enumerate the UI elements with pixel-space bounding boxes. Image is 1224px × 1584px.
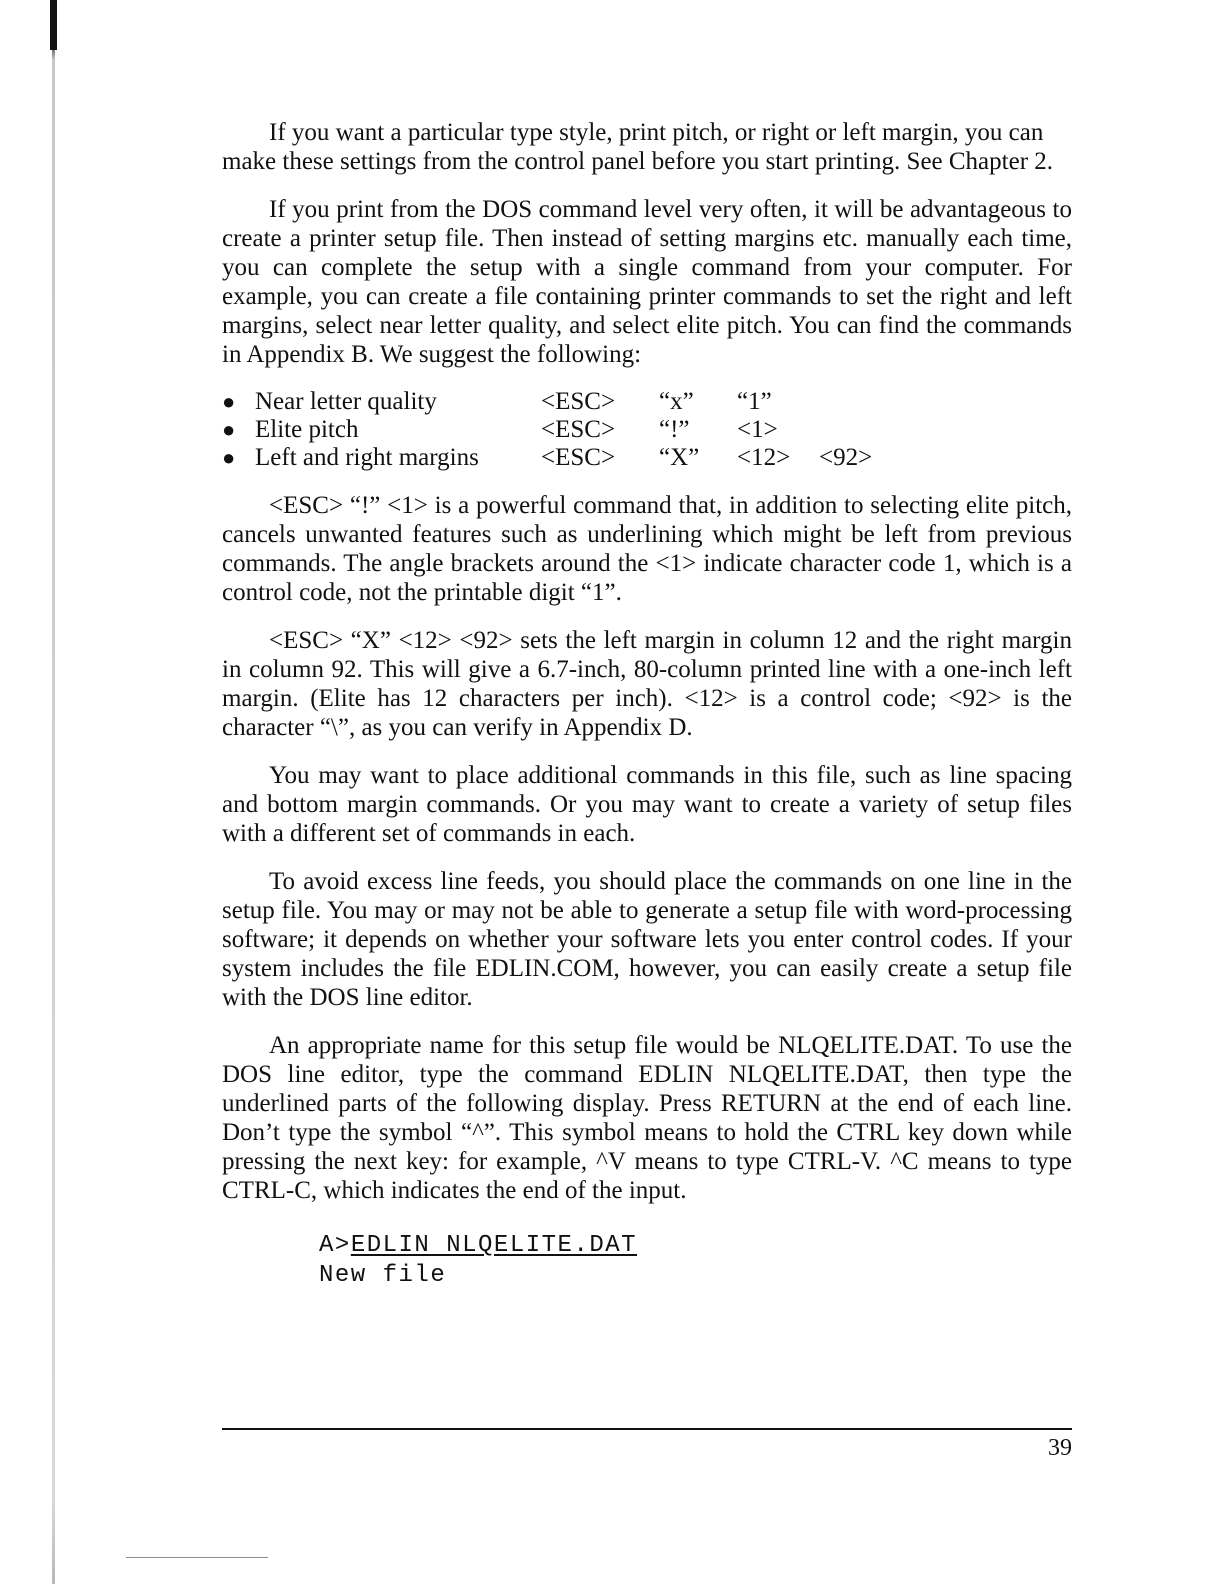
setting-code: “x” (659, 388, 694, 415)
settings-list (222, 388, 1072, 472)
setting-code: <1> (737, 416, 778, 443)
footer-rule (222, 1428, 1072, 1430)
paragraph-type-style: If you want a particular type style, print pitch, or right or left margin, you can make these settings from the control panel before you start printing. See Chapter 2. (222, 119, 1054, 175)
list-item (222, 416, 1072, 444)
bullet-icon: ● (222, 445, 236, 470)
setting-code: “X” (659, 444, 700, 471)
binding-edge (52, 0, 55, 1584)
response-line: New file (319, 1262, 447, 1289)
list-item (222, 388, 1072, 416)
scan-edge-line (126, 1557, 268, 1558)
paragraph-edlin-instructions: An appropriate name for this setup file would be NLQELITE.DAT. To use the DOS line editor, type the command EDLIN NLQELITE.DAT, then type the underlined parts of the following display. Press RETURN at the end of each line. Don’t type the symbol “^”. This symbol means to hold the CTRL key down while pressing the next key: for example, ^V means to type CTRL-V. ^C means to type CTRL-C, which indicates the end of the input. (222, 1032, 1072, 1204)
setting-code (819, 388, 899, 416)
page-number: 39 (1048, 1435, 1072, 1461)
paragraph-additional-commands: You may want to place additional commands in this file, such as line spacing and bottom margin commands. Or you may want to create a variety of setup files with a different set of commands in each. (222, 762, 1072, 847)
bullet-icon: ● (222, 389, 236, 414)
setting-code: “1” (737, 388, 772, 415)
list-item (222, 444, 1072, 472)
setting-label: Left and right margins (255, 444, 479, 471)
paragraph-setup-file: If you print from the DOS command level very often, it will be advantageous to create a printer setup file. Then instead of setting margins etc. manually each time, you can complete the setup with a single command from your computer. For example, you can create a file containing printer commands to set the right and left margins, select near letter quality, and select elite pitch. You can find the commands in Appendix B. We suggest the following: (222, 196, 1072, 368)
setting-label: Elite pitch (255, 416, 359, 443)
paragraph-elite-command: <ESC> “!” <1> is a powerful command that, in addition to selecting elite pitch, cancels unwanted features such as underlining which might be left from previous commands. The angle brackets around the <1> indicate character code 1, which is a control code, not the printable digit “1”. (222, 492, 1072, 606)
bullet-icon: ● (222, 417, 236, 442)
paragraph-line-feeds: To avoid excess line feeds, you should place the commands on one line in the setup file. You may or may not be able to generate a setup file with word-processing software; it depends on whether your software lets you enter control codes. If your system includes the file EDLIN.COM, however, you can easily create a setup file with the DOS line editor. (222, 868, 1072, 1011)
binding-mark (50, 0, 57, 50)
setting-code: <12> (737, 444, 791, 471)
setting-code: <ESC> (541, 444, 616, 471)
page-body (222, 118, 1072, 1291)
setting-code: <92> (819, 444, 873, 471)
setting-label: Near letter quality (255, 388, 437, 415)
setting-code: <ESC> (541, 388, 616, 415)
setting-code: <ESC> (541, 416, 616, 443)
setting-code: “!” (659, 416, 690, 443)
dos-prompt: A> (319, 1232, 351, 1259)
command-line (319, 1231, 1072, 1261)
setting-code (819, 416, 899, 444)
paragraph-margin-command: <ESC> “X” <12> <92> sets the left margin in column 12 and the right margin in column 92. This will give a 6.7-inch, 80-column printed line with a one-inch left margin. (Elite has 12 characters per inch). <12> is a control code; <92> is the character “\”, as you can verify in Appendix D. (222, 627, 1072, 741)
typed-command: EDLIN NLQELITE.DAT (350, 1232, 638, 1259)
command-display (319, 1231, 1072, 1291)
